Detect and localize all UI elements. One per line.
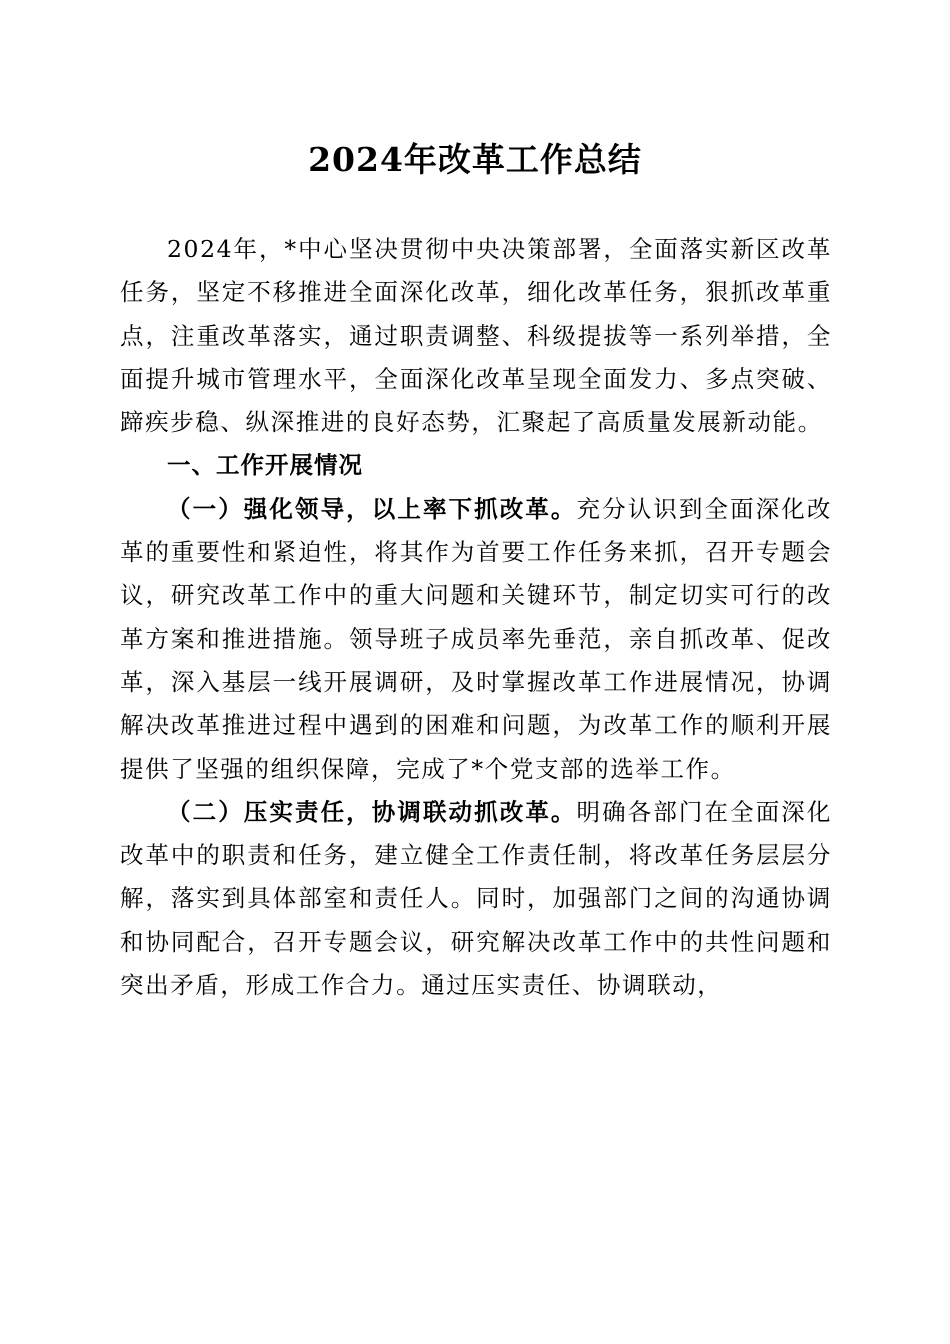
item-lead-2: （二）压实责任，协调联动抓改革。 (167, 797, 577, 826)
item-paragraph-2 (120, 791, 832, 1007)
item-lead-1: （一）强化领导，以上率下抓改革。 (167, 494, 577, 523)
document-title: 2024年改革工作总结 (308, 140, 642, 179)
document-body (120, 228, 832, 1007)
item-text-2: 明确各部门在全面深化改革中的职责和任务，建立健全工作责任制，将改革任务层层分解，落实到具体部室和责任人。同时，加强部门之间的沟通协调和协同配合，召开专题会议，研究解决改革工作中的共性问题和突出矛盾，形成工作合力。通过压实责任、协调联动， (120, 797, 832, 1000)
intro-paragraph: 2024年，*中心坚决贯彻中央决策部署，全面落实新区改革任务，坚定不移推进全面深化改革，细化改革任务，狠抓改革重点，注重改革落实，通过职责调整、科级提拔等一系列举措，全面提升城市管理水平，全面深化改革呈现全面发力、多点突破、蹄疾步稳、纵深推进的良好态势，汇聚起了高质量发展新动能。 (120, 235, 832, 437)
item-text-1: 充分认识到全面深化改革的重要性和紧迫性，将其作为首要工作任务来抓，召开专题会议，研究改革工作中的重大问题和关键环节，制定切实可行的改革方案和推进措施。领导班子成员率先垂范，亲自抓改革、促改革，深入基层一线开展调研，及时掌握改革工作进展情况，协调解决改革推进过程中遇到的困难和问题，为改革工作的顺利开展提供了坚强的组织保障，完成了*个党支部的选举工作。 (120, 494, 832, 783)
section-heading: 一、工作开展情况 (167, 451, 363, 480)
item-paragraph-1 (120, 488, 832, 791)
